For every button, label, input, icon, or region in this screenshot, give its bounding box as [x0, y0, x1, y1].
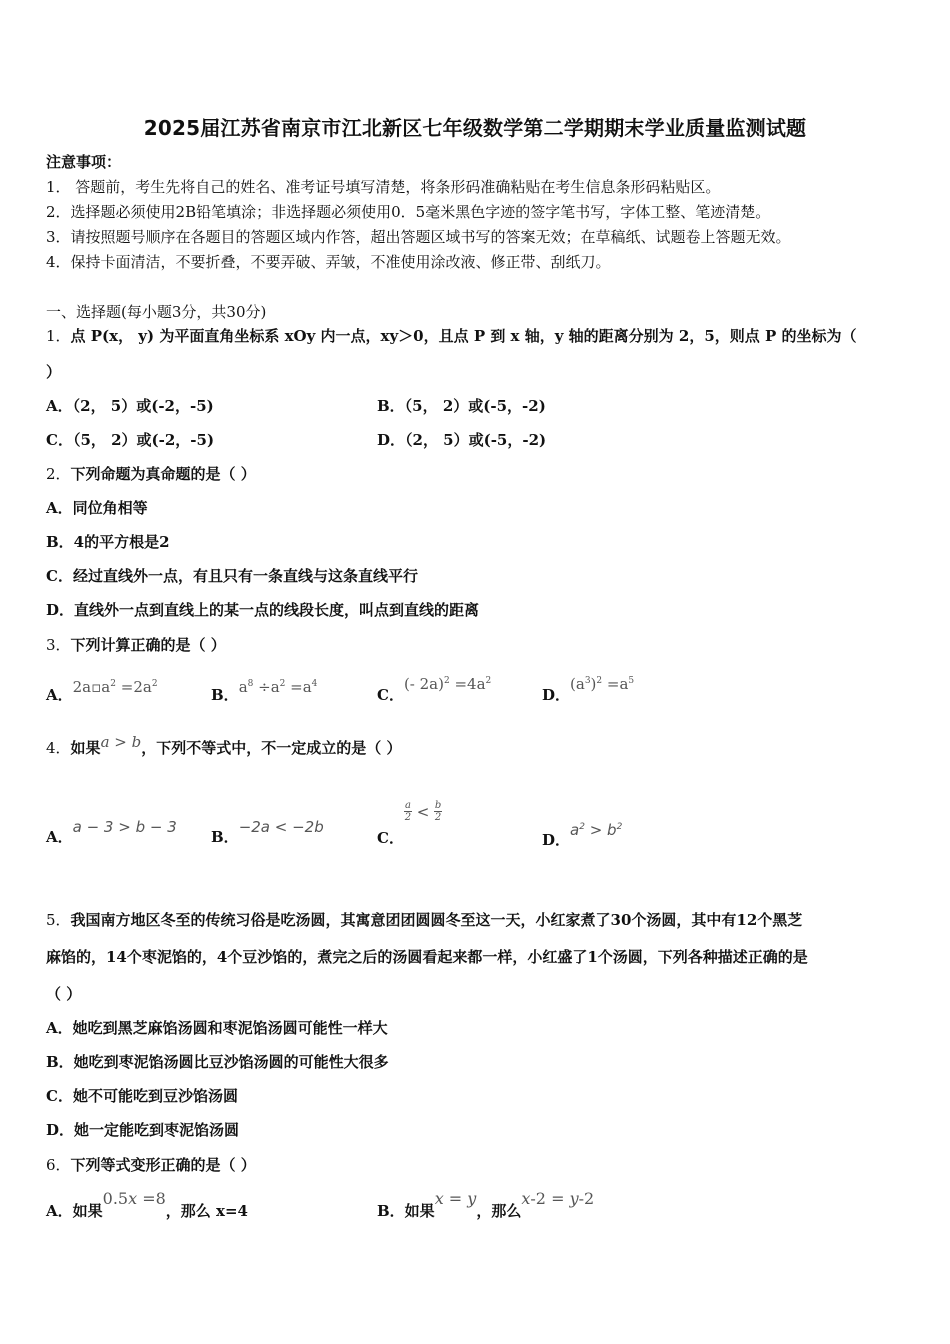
- q3-formula-c: (- $2a)^2 =4a^2$: [403, 675, 492, 693]
- section-heading: 一、选择题(每小题3分，共30分): [46, 303, 267, 321]
- question-2: [46, 464, 256, 484]
- question-5-line-3: （ ）: [46, 985, 82, 1003]
- q1-option-c: C．（5， 2）或(-2，-5): [46, 431, 215, 449]
- question-number: 5．: [46, 911, 71, 929]
- notice-item-4: 4．保持卡面清洁，不要折叠，不要弄破、弄皱，不准使用涂改液、修正带、刮纸刀。: [46, 253, 611, 271]
- q5-option-c: C．她不可能吃到豆沙馅汤圆: [46, 1087, 238, 1105]
- question-6: [46, 1155, 256, 1175]
- q5-option-d: D．她一定能吃到枣泥馅汤圆: [46, 1121, 240, 1139]
- question-number: 1．: [46, 327, 71, 345]
- q3-option-c: C．(- $2a)^2 =4a^2$: [377, 675, 492, 704]
- question-text: 下列命题为真命题的是（ ）: [70, 465, 256, 483]
- question-text: 点 P(x， y) 为平面直角坐标系 xOy 内一点，xy＞0，且点 P 到 x 轴，y 轴的距离分别为 2，5，则点 P 的坐标为（: [70, 327, 857, 345]
- q4-condition: a > b: [100, 733, 142, 751]
- q4-option-d: D．$a^2 > b^2$: [542, 821, 623, 849]
- q3-formula-a: $2a▫a^2 =2a^2$: [72, 678, 158, 696]
- q6-option-a: A．如果0.5x =8，那么 x=4: [46, 1189, 248, 1220]
- question-text: 下列计算正确的是（ ）: [70, 636, 226, 654]
- question-5: [46, 910, 802, 930]
- q4-option-c: C．a 2 < b 2: [377, 800, 442, 847]
- q6-formula-b-result: x-2 = y-2: [521, 1189, 595, 1208]
- q3-option-b: B．$a^8 \div a^2 =a^4$: [211, 678, 318, 704]
- q2-option-d: D．直线外一点到直线上的某一点的线段长度，叫点到直线的距离: [46, 601, 480, 619]
- notice-item-1: 1． 答题前，考生先将自己的姓名、准考证号填写清楚，将条形码准确粘贴在考生信息条形码粘贴区。: [46, 178, 721, 196]
- q3-option-a: A．$2a▫a^2 =2a^2$: [46, 678, 158, 704]
- question-text: 下列等式变形正确的是（ ）: [70, 1156, 256, 1174]
- q2-option-a: A．同位角相等: [46, 499, 148, 517]
- question-number: 6．: [46, 1156, 71, 1174]
- question-4: 4．如果a > b，下列不等式中，不一定成立的是（ ）: [46, 733, 402, 757]
- q4-option-a: A．a − 3 > b − 3: [46, 818, 177, 846]
- q6-option-b: B．如果x = y，那么x-2 = y-2: [377, 1189, 595, 1220]
- page-title: 2025届江苏省南京市江北新区七年级数学第二学期期末学业质量监测试题: [143, 116, 807, 140]
- q3-formula-d: $(a^3)^2 =a^5$: [570, 675, 635, 693]
- q4-formula-d: $a^2 > b^2$: [570, 821, 623, 839]
- q1-option-a: A．（2， 5）或(-2，-5): [46, 397, 214, 415]
- question-5-line-2: 麻馅的，14个枣泥馅的，4个豆沙馅的，煮完之后的汤圆看起来都一样，小红盛了1个汤圆，下列各种描述正确的是: [46, 948, 808, 966]
- question-1-continued: ）: [46, 363, 62, 381]
- question-3: [46, 635, 226, 655]
- question-text: 我国南方地区冬至的传统习俗是吃汤圆，其寓意团团圆圆冬至这一天，小红家煮了30个汤圆，其中有12个黑芝: [70, 911, 803, 929]
- q4-option-b: B．−2a < −2b: [211, 818, 324, 846]
- q1-option-d: D．（2， 5）或(-5，-2): [377, 431, 547, 449]
- notice-heading: 注意事项：: [46, 153, 122, 171]
- q2-option-c: C．经过直线外一点，有且只有一条直线与这条直线平行: [46, 567, 418, 585]
- q5-option-b: B．她吃到枣泥馅汤圆比豆沙馅汤圆的可能性大很多: [46, 1053, 389, 1071]
- q6-formula-b-condition: x = y: [434, 1189, 477, 1208]
- q2-option-b: B．4的平方根是2: [46, 533, 170, 551]
- q6-formula-a: 0.5x =8: [102, 1189, 166, 1208]
- q1-option-b: B．（5， 2）或(-5，-2): [377, 397, 546, 415]
- q3-formula-b: $a^8 \div a^2 =a^4$: [238, 678, 318, 696]
- q4-formula-a: a − 3 > b − 3: [72, 818, 177, 836]
- question-number: 2．: [46, 465, 71, 483]
- question-number: 4．: [46, 739, 71, 757]
- q3-option-d: D．$(a^3)^2 =a^5$: [542, 675, 635, 704]
- q4-formula-b: −2a < −2b: [238, 818, 324, 836]
- notice-item-2: 2．选择题必须使用2B铅笔填涂；非选择题必须使用0．5毫米黑色字迹的签字笔书写，字体工整、笔迹清楚。: [46, 203, 771, 221]
- q5-option-a: A．她吃到黑芝麻馅汤圆和枣泥馅汤圆可能性一样大: [46, 1019, 388, 1037]
- notice-item-3: 3．请按照题号顺序在各题目的答题区域内作答，超出答题区域书写的答案无效；在草稿纸、试题卷上答题无效。: [46, 228, 791, 246]
- question-1: [46, 326, 856, 346]
- question-number: 3．: [46, 636, 71, 654]
- q4-formula-c: a 2 < b 2: [404, 800, 442, 823]
